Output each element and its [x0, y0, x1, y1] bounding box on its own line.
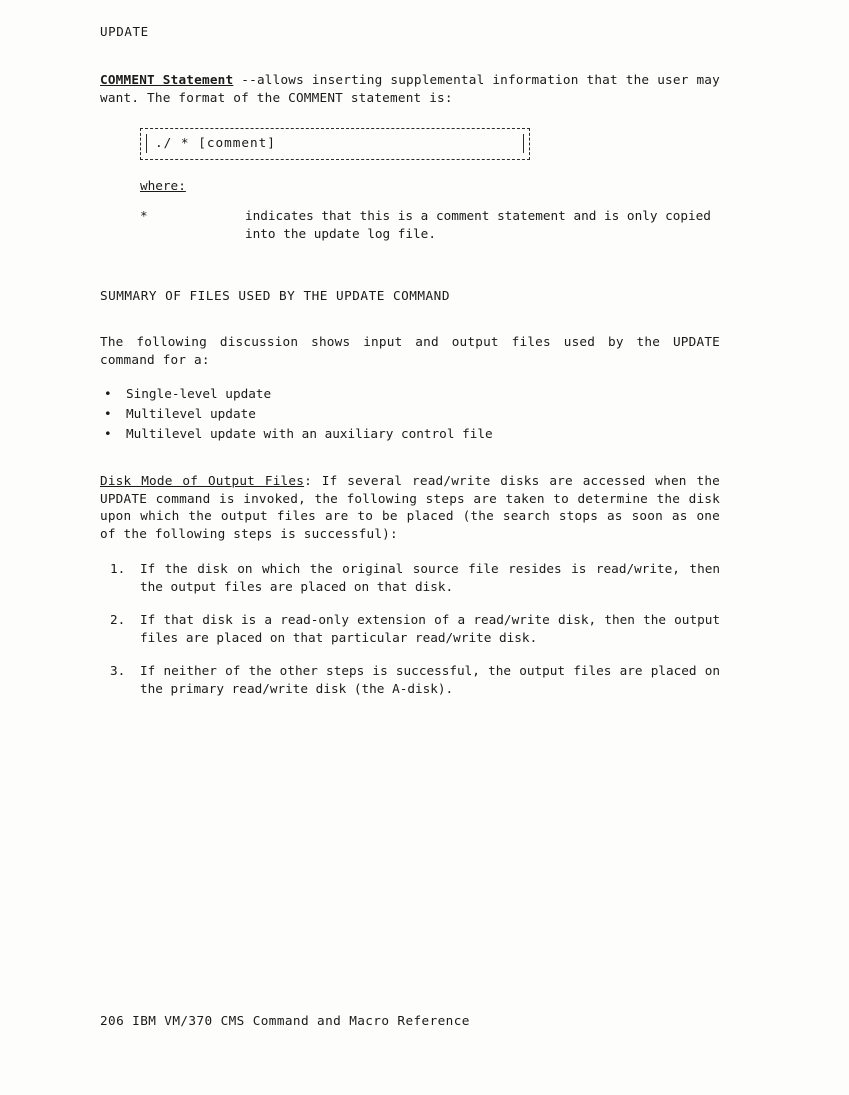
list-item	[100, 662, 720, 697]
definition-term: *	[140, 208, 148, 223]
disk-mode-paragraph	[100, 472, 720, 542]
list-item-label: Single-level update	[126, 386, 272, 401]
list-item-label: If that disk is a read-only extension of a read/write disk, then the output files are placed on that particular read/write disk.	[140, 612, 720, 645]
bullet-icon: •	[104, 406, 112, 421]
comment-heading-paragraph	[100, 71, 720, 106]
running-head: UPDATE	[100, 24, 149, 39]
list-item-number: 2.	[110, 612, 126, 627]
syntax-box-right-bar	[523, 134, 524, 153]
list-item-number: 1.	[110, 561, 126, 576]
summary-section-heading: SUMMARY OF FILES USED BY THE UPDATE COMMAND	[100, 288, 450, 303]
bullet-icon: •	[104, 386, 112, 401]
comment-heading-rest: --allows inserting supplemental information that the user may want. The format of the COMMENT statement is:	[100, 72, 720, 105]
list-item-label: Multilevel update	[126, 406, 256, 421]
disk-mode-heading-rest: : If several read/write disks are accessed when the UPDATE command is invoked, the following steps are taken to determine the disk upon which the output files are to be placed (the search stops as soon as one of the following steps is successful):	[100, 473, 721, 541]
list-item-label: If the disk on which the original source file resides is read/write, then the output files are placed on that disk.	[140, 561, 720, 594]
disk-mode-step-list	[100, 560, 720, 697]
comment-heading-term: COMMENT Statement	[100, 72, 234, 87]
disk-mode-heading-term: Disk Mode of Output Files	[100, 473, 305, 488]
list-item	[100, 384, 720, 404]
list-item	[100, 560, 720, 595]
comment-statement-section	[100, 71, 720, 242]
list-item	[100, 611, 720, 646]
definition-description: indicates that this is a comment statement and is only copied into the update log file.	[245, 208, 711, 241]
definition-row	[140, 207, 720, 242]
summary-intro-paragraph: The following discussion shows input and output files used by the UPDATE command for a:	[100, 334, 720, 367]
list-item-label: If neither of the other steps is successful, the output files are placed on the primary read/write disk (the A-disk).	[140, 663, 720, 696]
page-content	[100, 24, 720, 713]
where-label-text: where:	[140, 178, 186, 193]
bullet-icon: •	[104, 426, 112, 441]
where-label	[140, 178, 720, 193]
list-item	[100, 424, 720, 444]
page-footer: 206 IBM VM/370 CMS Command and Macro Reference	[100, 1013, 470, 1028]
list-item-number: 3.	[110, 663, 126, 678]
syntax-box-text: ./ * [comment]	[155, 135, 276, 150]
syntax-box-wrapper	[140, 128, 530, 160]
syntax-box	[140, 128, 530, 160]
list-item-label: Multilevel update with an auxiliary control file	[126, 426, 493, 441]
list-item	[100, 404, 720, 424]
summary-bullet-list	[100, 384, 720, 444]
syntax-box-left-bar	[146, 134, 147, 153]
